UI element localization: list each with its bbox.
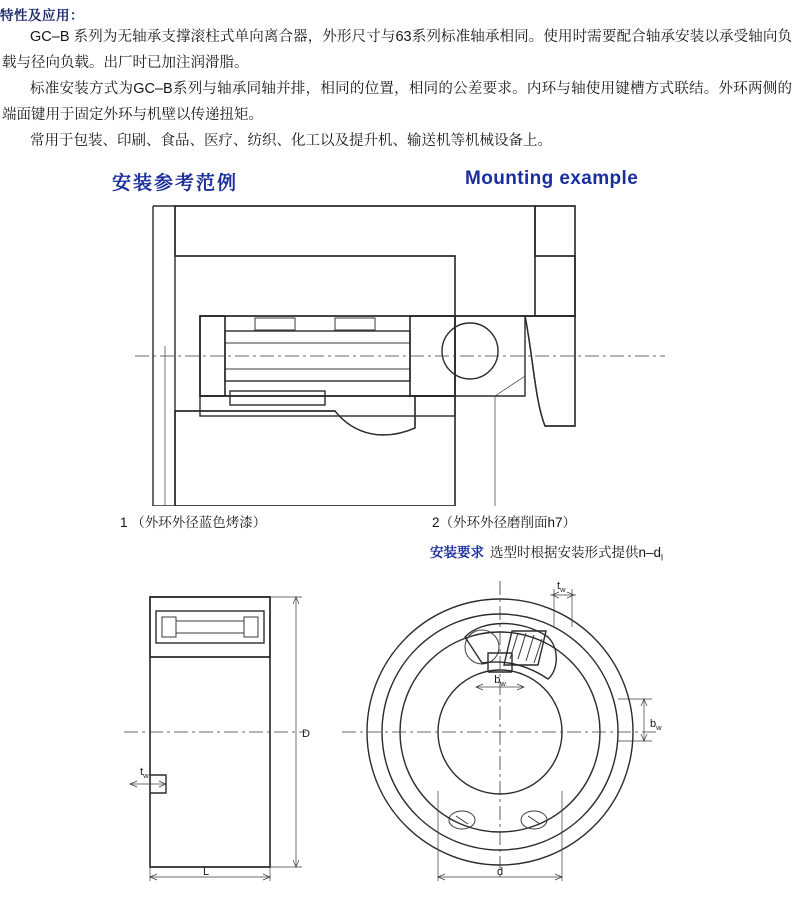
caption-1: 1 （外环外径蓝色烤漆） — [120, 515, 267, 530]
paragraph-2: 标准安装方式为GC–B系列与轴承同轴并排，相同的位置，相同的公差要求。内环与轴使用键槽方式联结。外环两侧的端面键用于固定外环与机壁以传递扭矩。 — [2, 81, 792, 123]
requirement-label: 安装要求 — [430, 545, 484, 560]
side-section-view — [124, 597, 310, 881]
paragraph-1: GC–B 系列为无轴承支撑滚柱式单向离合器，外形尺寸与63系列标准轴承相同。使用时需要配合轴承安装以承受轴向负载与径向负载。出厂时已加注润滑脂。 — [2, 29, 792, 71]
label-key-depth: $t_w$ — [557, 580, 566, 594]
mounting-requirement — [430, 541, 663, 563]
requirement-subscript: l — [661, 552, 664, 563]
section-views-drawing — [110, 575, 690, 885]
front-section-view — [342, 580, 662, 881]
page-heading: 特性及应用： — [0, 8, 84, 23]
label-bore: d — [496, 866, 504, 878]
section-title-english: Mounting example — [465, 168, 639, 189]
caption-2: 2（外环外径磨削面h7） — [432, 515, 577, 530]
paragraph-3: 常用于包装、印刷、食品、医疗、纺织、化工以及提升机、输送机等机械设备上。 — [30, 133, 552, 149]
section-title-chinese: 安装参考范例 — [112, 173, 239, 194]
label-key-height: $b_w$ — [650, 718, 662, 732]
requirement-text: 选型时根据安装形式提供n–d — [490, 545, 662, 560]
mounting-example-drawing — [105, 196, 695, 506]
label-length: L — [202, 866, 210, 878]
label-key-thickness: $t_w$ — [140, 766, 149, 780]
label-keyway-width: $b_w$ — [494, 674, 506, 688]
label-outer-diameter: D — [302, 728, 310, 740]
